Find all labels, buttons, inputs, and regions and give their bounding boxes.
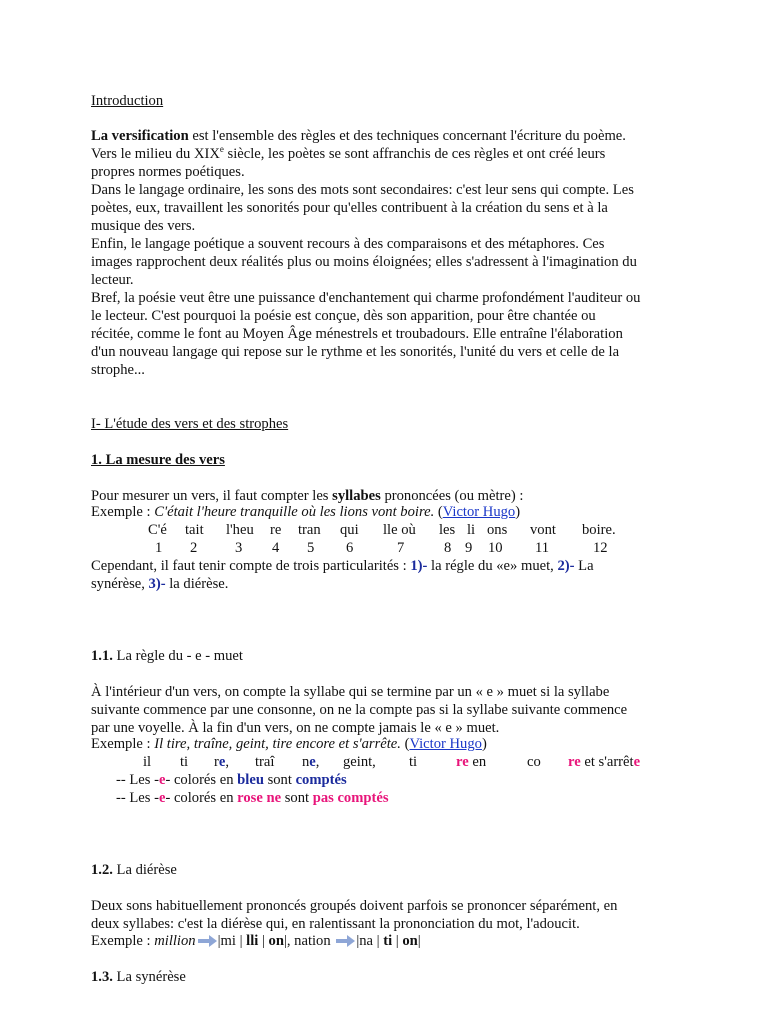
syllable: vont — [530, 522, 556, 538]
intro-line: musique des vers. — [91, 218, 196, 234]
mesure-line: Cependant, il faut tenir compte de trois particularités : 1)- la régle du «e» muet, 2)- La — [91, 558, 594, 574]
syllable-number: 12 — [593, 540, 608, 556]
syllable: re et s'arrête — [568, 754, 641, 770]
example-line: Exemple : C'était l'heure tranquille où les lions vont boire. (Victor Hugo) — [91, 504, 521, 520]
syllable: re en — [456, 754, 487, 770]
syllable-number: 8 — [444, 540, 452, 556]
intro-line: le lecteur. C'est pourquoi la poésie est conçue, dès son apparition, pour être chantée ou — [91, 308, 596, 324]
syllable: il — [143, 754, 152, 770]
subsection-title: 1.2. La diérèse — [91, 862, 177, 878]
mesure-line: Pour mesurer un vers, il faut compter les syllabes prononcées (ou mètre) : — [91, 488, 524, 504]
syllable: re — [270, 522, 282, 538]
syllable-number: 1 — [155, 540, 163, 556]
right-arrow-icon — [196, 935, 218, 947]
syllable: geint, — [343, 754, 376, 770]
intro-line: d'un nouveau langage qui repose sur le rythme et les sonorités, l'unité du vers et celle de la — [91, 344, 620, 360]
section-title: I- L'étude des vers et des strophes — [91, 416, 289, 432]
mesure-line: synérèse, 3)- la diérèse. — [91, 576, 229, 592]
syllable-number: 5 — [307, 540, 315, 556]
syllable: tran — [298, 522, 321, 538]
syllable-number: 6 — [346, 540, 354, 556]
intro-line: Vers le milieu du XIXe siècle, les poètes se sont affranchis de ces règles et ont créé leurs — [91, 144, 606, 162]
syllable: ti — [180, 754, 189, 770]
body-line: deux syllabes: c'est la diérèse qui, en ralentissant la prononciation du mot, l'adoucit. — [91, 916, 580, 932]
syllable-number: 7 — [397, 540, 405, 556]
syllable-number: 3 — [235, 540, 243, 556]
body-line: suivante commence par une consonne, on ne la compte pas si la syllabe suivante commence — [91, 702, 628, 718]
legend-not-counted: -- Les -e- colorés en rose ne sont pas comptés — [116, 790, 389, 806]
syllable: re, — [214, 754, 230, 770]
intro-line: Dans le langage ordinaire, les sons des mots sont secondaires: c'est leur sens qui compte. Les — [91, 182, 634, 198]
example-line: Exemple : million |mi | lli | on|, nation |na | ti | on| — [91, 933, 421, 949]
syllable-number: 10 — [488, 540, 503, 556]
legend-counted: -- Les -e- colorés en bleu sont comptés — [116, 772, 347, 788]
right-arrow-icon — [334, 935, 356, 947]
syllable: boire. — [582, 522, 616, 538]
syllable: les — [439, 522, 456, 538]
subsection-title: 1. La mesure des vers — [91, 452, 225, 468]
syllable: ons — [487, 522, 508, 538]
syllable: li — [467, 522, 476, 538]
syllable: lle où — [383, 522, 416, 538]
intro-line: images rapprochent deux réalités plus ou moins éloignées; elles s'adressent à l'imagination du — [91, 254, 637, 270]
intro-heading: Introduction — [91, 93, 164, 109]
intro-line: lecteur. — [91, 272, 134, 288]
syllable-number: 9 — [465, 540, 473, 556]
subsection-title: 1.1. La règle du - e - muet — [91, 648, 243, 664]
victor-hugo-link[interactable]: Victor Hugo — [409, 736, 482, 752]
syllable: ti — [409, 754, 418, 770]
victor-hugo-link[interactable]: Victor Hugo — [442, 504, 516, 520]
example-line: Exemple : Il tire, traîne, geint, tire encore et s'arrête. (Victor Hugo) — [91, 736, 487, 752]
intro-line: récitée, comme le font au Moyen Âge ménestrels et troubadours. Elle entraîne l'élaboration — [91, 326, 623, 342]
intro-line: Enfin, le langage poétique a souvent recours à des comparaisons et des métaphores. Ces — [91, 236, 605, 252]
body-line: par une voyelle. À la fin d'un vers, on ne compte jamais le « e » muet. — [91, 720, 500, 736]
syllable-number: 2 — [190, 540, 198, 556]
syllable: co — [527, 754, 541, 770]
intro-line: La versification est l'ensemble des règles et des techniques concernant l'écriture du poème. — [91, 128, 626, 144]
body-line: Deux sons habituellement prononcés groupés doivent parfois se prononcer séparément, en — [91, 898, 618, 914]
syllable: ne, — [302, 754, 320, 770]
body-line: À l'intérieur d'un vers, on compte la syllabe qui se termine par un « e » muet si la syllabe — [91, 684, 610, 700]
intro-line: strophe... — [91, 362, 145, 378]
syllable: traî — [255, 754, 275, 770]
syllable: tait — [185, 522, 204, 538]
intro-line: propres normes poétiques. — [91, 164, 245, 180]
intro-line: poètes, eux, travaillent les sonorités pour qu'elles contribuent à la création du sens et à la — [91, 200, 608, 216]
syllable: l'heu — [226, 522, 254, 538]
syllable: C'é — [148, 522, 167, 538]
intro-line: Bref, la poésie veut être une puissance d'enchantement qui charme profondément l'auditeur ou — [91, 290, 641, 306]
syllable: qui — [340, 522, 359, 538]
syllable-number: 11 — [535, 540, 550, 556]
syllable-number: 4 — [272, 540, 280, 556]
subsection-title: 1.3. La synérèse — [91, 969, 186, 985]
